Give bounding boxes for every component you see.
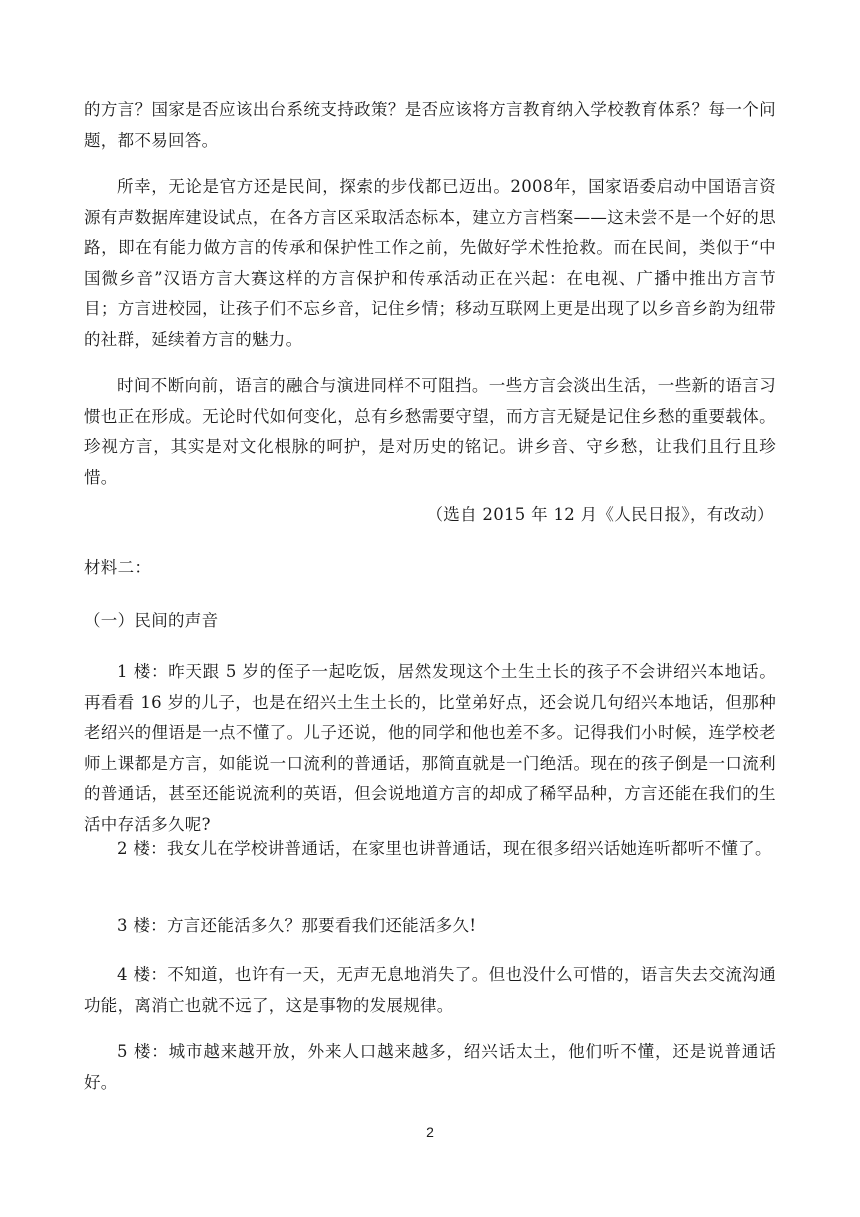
forum-post-floor-1: 1 楼：昨天跟 5 岁的侄子一起吃饭，居然发现这个土生土长的孩子不会讲绍兴本地话。再看看 16 岁的儿子，也是在绍兴土生土长的，比堂弟好点，还会说几句绍兴本地话，但那种老绍兴的俚语是一点不懂了。儿子还说，他的同学和他也差不多。记得我们小时候，连学校老师上课都是方言，如能说一口流利的普通话，那简直就是一门绝活。现在的孩子倒是一口流利的普通话，甚至还能说流利的英语，但会说地道方言的却成了稀罕品种，方言还能在我们的生活中存活多久呢?	[84, 662, 776, 834]
forum-post-floor-2: 2 楼：我女儿在学校讲普通话，在家里也讲普通话，现在很多绍兴话她连听都听不懂了。	[117, 839, 772, 858]
paragraph-exploration: 所幸，无论是官方还是民间，探索的步伐都已迈出。2008年，国家语委启动中国语言资源有声数据库建设试点，在各方言区采取活态标本，建立方言档案——这未尝不是一个好的思路，即在有能力做方言的传承和保护性工作之前，先做好学术性抢救。而在民间，类似于“中国微乡音”汉语方言大赛这样的方言保护和传承活动正在兴起：在电视、广播中推出方言节目；方言进校园，让孩子们不忘乡音，记住乡情；移动互联网上更是出现了以乡音乡韵为纽带的社群，延续着方言的魅力。	[84, 177, 776, 349]
section-heading: （一）民间的声音	[84, 611, 219, 630]
paragraph-conclusion: 时间不断向前，语言的融合与演进同样不可阻挡。一些方言会淡出生活，一些新的语言习惯也正在形成。无论时代如何变化，总有乡愁需要守望，而方言无疑是记住乡愁的重要载体。珍视方言，其实是对文化根脉的呵护，是对历史的铭记。讲乡音、守乡愁，让我们且行且珍惜。	[84, 376, 776, 487]
page-number: 2	[426, 1124, 434, 1140]
source-citation: （选自 2015 年 12 月《人民日报》，有改动）	[426, 505, 774, 524]
paragraph-intro-continued: 的方言？国家是否应该出台系统支持政策？是否应该将方言教育纳入学校教育体系？每一个问题，都不易回答。	[84, 100, 776, 150]
forum-post-floor-4: 4 楼：不知道，也许有一天，无声无息地消失了。但也没什么可惜的，语言失去交流沟通功能，离消亡也就不远了，这是事物的发展规律。	[84, 965, 776, 1015]
material-heading: 材料二：	[84, 558, 152, 577]
forum-post-floor-5: 5 楼：城市越来越开放，外来人口越来越多，绍兴话太土，他们听不懂，还是说普通话好。	[84, 1042, 776, 1092]
forum-post-floor-3: 3 楼：方言还能活多久？那要看我们还能活多久!	[117, 916, 477, 935]
